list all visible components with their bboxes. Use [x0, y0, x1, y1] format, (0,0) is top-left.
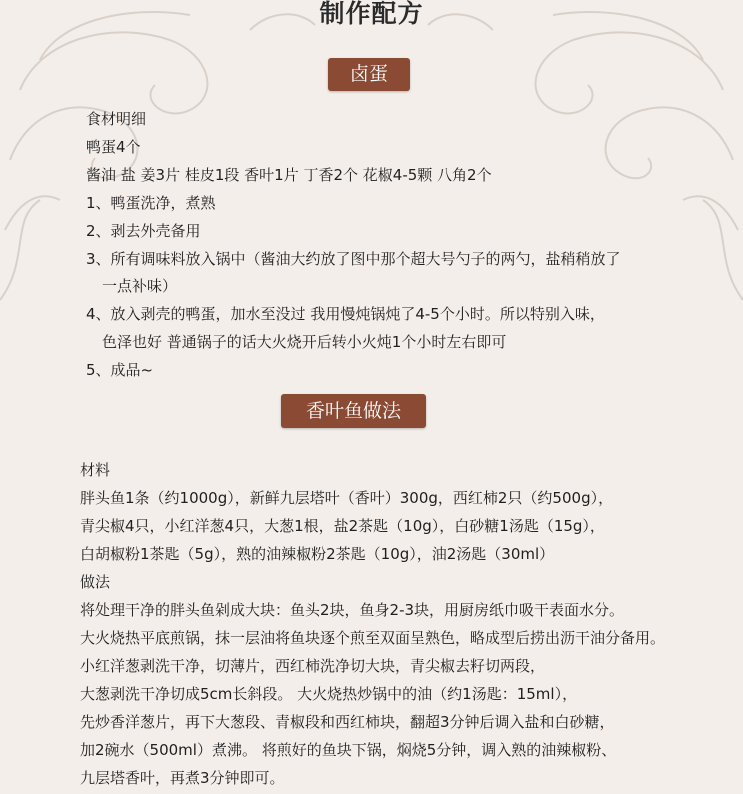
- text-line: 白胡椒粉1茶匙（5g），熟的油辣椒粉2茶匙（10g），油2汤匙（30ml）: [80, 545, 555, 563]
- text-line: 加2碗水（500ml）煮沸。 将煎好的鱼块下锅，焖烧5分钟，调入熟的油辣椒粉、: [80, 741, 617, 759]
- text-line: 材料: [80, 461, 111, 479]
- text-line: 小红洋葱剥洗干净，切薄片，西红柿洗净切大块，青尖椒去籽切两段，: [80, 657, 546, 675]
- text-line: 色泽也好 普通锅子的话大火烧开后转小火炖1个小时左右即可: [102, 333, 507, 351]
- text-line: 1、鸭蛋洗净，煮熟: [86, 194, 216, 212]
- text-line: 食材明细: [86, 110, 147, 128]
- text-line: 青尖椒4只，小红洋葱4只，大葱1根，盐2茶匙（10g），白砂糖1汤匙（15g），: [80, 517, 605, 535]
- text-line: 先炒香洋葱片，再下大葱段、青椒段和西红柿块，翻超3分钟后调入盐和白砂糖，: [80, 713, 615, 731]
- text-line: 4、放入剥壳的鸭蛋，加水至没过 我用慢炖锅炖了4-5个小时。所以特别入味，: [86, 305, 605, 323]
- page-title: 制作配方: [319, 0, 424, 28]
- text-line: 九层塔香叶，再煮3分钟即可。: [80, 769, 285, 787]
- text-line: 鸭蛋4个: [86, 138, 141, 156]
- text-line: 2、剥去外壳备用: [86, 222, 201, 240]
- text-line: 一点补味）: [102, 277, 178, 295]
- section-badge-lu-dan: 卤蛋: [328, 58, 410, 91]
- section-badge-xiang-ye-yu: 香叶鱼做法: [281, 394, 426, 428]
- text-line: 3、所有调味料放入锅中（酱油大约放了图中那个超大号勺子的两勺，盐稍稍放了: [86, 250, 621, 268]
- text-line: 5、成品~: [86, 361, 154, 379]
- text-line: 大葱剥洗干净切成5cm长斜段。 大火烧热炒锅中的油（约1汤匙：15ml），: [80, 685, 578, 703]
- text-line: 将处理干净的胖头鱼剁成大块：鱼头2块，鱼身2-3块，用厨房纸巾吸干表面水分。: [80, 601, 625, 619]
- text-line: 胖头鱼1条（约1000g），新鲜九层塔叶（香叶）300g，西红柿2只（约500g），: [80, 489, 614, 507]
- text-line: 大火烧热平底煎锅，抹一层油将鱼块逐个煎至双面呈熟色，略成型后捞出沥干油分备用。: [80, 629, 666, 647]
- text-line: 做法: [80, 573, 111, 591]
- text-line: 酱油 盐 姜3片 桂皮1段 香叶1片 丁香2个 花椒4-5颗 八角2个: [86, 166, 492, 184]
